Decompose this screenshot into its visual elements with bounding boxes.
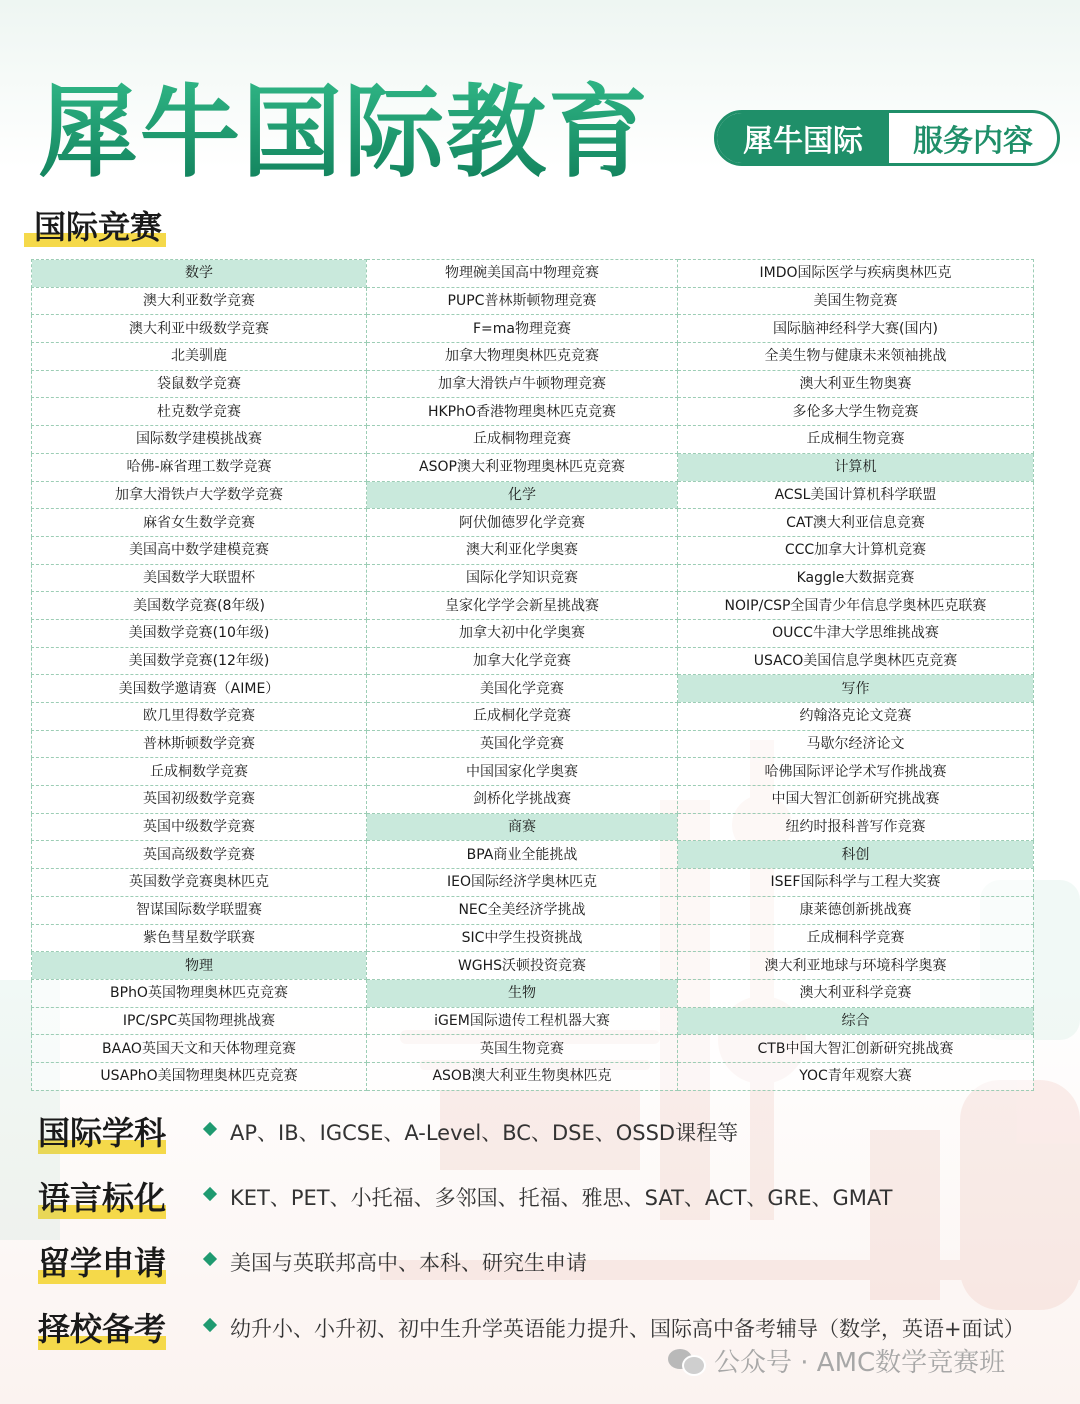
competition-cell: 丘成桐生物竞赛 xyxy=(678,426,1034,454)
competition-cell: IEO国际经济学奥林匹克 xyxy=(367,869,678,897)
competition-cell: ASOB澳大利亚生物奥林匹克 xyxy=(367,1062,678,1090)
competition-cell: ISEF国际科学与工程大奖赛 xyxy=(678,869,1034,897)
competition-cell: 哈佛国际评论学术写作挑战赛 xyxy=(678,758,1034,786)
competition-cell: 美国高中数学建模竞赛 xyxy=(32,536,367,564)
table-row xyxy=(32,287,1034,315)
competition-cell: 丘成桐化学竞赛 xyxy=(367,703,678,731)
competition-table xyxy=(31,259,1034,1091)
table-row xyxy=(32,260,1034,288)
table-row xyxy=(32,370,1034,398)
table-row xyxy=(32,979,1034,1007)
category-header-cell: 化学 xyxy=(367,481,678,509)
table-row xyxy=(32,813,1034,841)
competition-cell: 澳大利亚生物奥赛 xyxy=(678,370,1034,398)
competition-cell: CCC加拿大计算机竞赛 xyxy=(678,536,1034,564)
competition-cell: 加拿大滑铁卢牛顿物理竞赛 xyxy=(367,370,678,398)
pill-left-label: 犀牛国际 xyxy=(717,113,889,163)
table-row xyxy=(32,426,1034,454)
service-row xyxy=(38,1240,1048,1292)
competition-cell: 约翰洛克论文竞赛 xyxy=(678,703,1034,731)
service-row xyxy=(38,1175,1048,1227)
competition-cell: IPC/SPC英国物理挑战赛 xyxy=(32,1007,367,1035)
competition-cell: IMDO国际医学与疾病奥林匹克 xyxy=(678,260,1034,288)
competition-cell: 哈佛-麻省理工数学竞赛 xyxy=(32,453,367,481)
competitions-heading xyxy=(30,205,166,249)
category-header-cell: 写作 xyxy=(678,675,1034,703)
service-row xyxy=(38,1110,1048,1162)
table-row xyxy=(32,315,1034,343)
table-row xyxy=(32,841,1034,869)
service-description: 幼升小、小升初、初中生升学英语能力提升、国际高中备考辅导（数学，英语+面试） xyxy=(230,1317,1025,1341)
service-label xyxy=(38,1110,166,1156)
competition-cell: NOIP/CSP全国青少年信息学奥林匹克联赛 xyxy=(678,592,1034,620)
competition-cell: YOC青年观察大赛 xyxy=(678,1062,1034,1090)
competition-cell: 加拿大化学竞赛 xyxy=(367,647,678,675)
competition-cell: 加拿大物理奥林匹克竞赛 xyxy=(367,343,678,371)
table-row xyxy=(32,343,1034,371)
competition-cell: 美国数学竞赛(10年级) xyxy=(32,619,367,647)
table-row xyxy=(32,703,1034,731)
service-label-text: 语言标化 xyxy=(38,1179,167,1217)
competition-cell: Kaggle大数据竞赛 xyxy=(678,564,1034,592)
competition-cell: 全美生物与健康未来领袖挑战 xyxy=(678,343,1034,371)
competition-cell: 国际数学建模挑战赛 xyxy=(32,426,367,454)
service-label xyxy=(38,1306,166,1352)
service-label xyxy=(38,1240,166,1286)
competition-cell: 剑桥化学挑战赛 xyxy=(367,786,678,814)
competition-cell: 澳大利亚化学奥赛 xyxy=(367,536,678,564)
competition-cell: iGEM国际遗传工程机器大赛 xyxy=(367,1007,678,1035)
table-row xyxy=(32,952,1034,980)
table-row xyxy=(32,564,1034,592)
watermark xyxy=(668,1340,1005,1380)
competitions-heading-text: 国际竞赛 xyxy=(34,208,163,246)
competition-table-body xyxy=(32,260,1034,1091)
competition-cell: 北美驯鹿 xyxy=(32,343,367,371)
service-description: 美国与英联邦高中、本科、研究生申请 xyxy=(230,1251,587,1275)
competition-cell: 中国大智汇创新研究挑战赛 xyxy=(678,786,1034,814)
competition-cell: HKPhO香港物理奥林匹克竞赛 xyxy=(367,398,678,426)
competition-cell: 英国化学竞赛 xyxy=(367,730,678,758)
competition-cell: ASOP澳大利亚物理奥林匹克竞赛 xyxy=(367,453,678,481)
competition-cell: 澳大利亚中级数学竞赛 xyxy=(32,315,367,343)
competition-cell: 美国生物竞赛 xyxy=(678,287,1034,315)
competition-cell: USAPhO美国物理奥林匹克竞赛 xyxy=(32,1062,367,1090)
table-row xyxy=(32,1062,1034,1090)
service-label-text: 国际学科 xyxy=(38,1114,167,1152)
competition-cell: 澳大利亚地球与环境科学奥赛 xyxy=(678,952,1034,980)
competition-cell: 美国数学竞赛(8年级) xyxy=(32,592,367,620)
watermark-text: 公众号 · AMC数学竞赛班 xyxy=(714,1347,1006,1378)
competition-cell: 中国国家化学奥赛 xyxy=(367,758,678,786)
category-header-cell: 计算机 xyxy=(678,453,1034,481)
competition-cell: BPhO英国物理奥林匹克竞赛 xyxy=(32,979,367,1007)
table-row xyxy=(32,786,1034,814)
competition-cell: CAT澳大利亚信息竞赛 xyxy=(678,509,1034,537)
wechat-icon xyxy=(668,1345,704,1375)
pill-right-label: 服务内容 xyxy=(913,124,1033,159)
diamond-bullet-icon xyxy=(203,1318,217,1332)
competition-cell: 英国中级数学竞赛 xyxy=(32,813,367,841)
table-row xyxy=(32,453,1034,481)
competition-cell: 英国高级数学竞赛 xyxy=(32,841,367,869)
competition-cell: 智谋国际数学联盟赛 xyxy=(32,896,367,924)
service-pill xyxy=(714,110,1060,166)
category-header-cell: 数学 xyxy=(32,260,367,288)
competition-cell: BPA商业全能挑战 xyxy=(367,841,678,869)
competition-cell: 袋鼠数学竞赛 xyxy=(32,370,367,398)
category-header-cell: 生物 xyxy=(367,979,678,1007)
competition-cell: 美国数学竞赛(12年级) xyxy=(32,647,367,675)
table-row xyxy=(32,924,1034,952)
category-header-cell: 综合 xyxy=(678,1007,1034,1035)
service-description: AP、IB、IGCSE、A-Level、BC、DSE、OSSD课程等 xyxy=(230,1121,739,1145)
competition-cell: 丘成桐数学竞赛 xyxy=(32,758,367,786)
competition-cell: 美国数学邀请赛（AIME） xyxy=(32,675,367,703)
diamond-bullet-icon xyxy=(203,1122,217,1136)
service-description: KET、PET、小托福、多邻国、托福、雅思、SAT、ACT、GRE、GMAT xyxy=(230,1186,893,1210)
table-row xyxy=(32,509,1034,537)
competition-cell: 多伦多大学生物竞赛 xyxy=(678,398,1034,426)
competition-cell: 欧几里得数学竞赛 xyxy=(32,703,367,731)
competition-cell: 纽约时报科普写作竞赛 xyxy=(678,813,1034,841)
competition-cell: 普林斯顿数学竞赛 xyxy=(32,730,367,758)
competition-cell: PUPC普林斯顿物理竞赛 xyxy=(367,287,678,315)
table-row xyxy=(32,1035,1034,1063)
category-header-cell: 物理 xyxy=(32,952,367,980)
category-header-cell: 商赛 xyxy=(367,813,678,841)
competition-cell: F=ma物理竞赛 xyxy=(367,315,678,343)
table-row xyxy=(32,481,1034,509)
competition-cell: NEC全美经济学挑战 xyxy=(367,896,678,924)
service-label xyxy=(38,1175,166,1221)
table-row xyxy=(32,619,1034,647)
competition-cell: 马歇尔经济论文 xyxy=(678,730,1034,758)
competition-cell: 英国初级数学竞赛 xyxy=(32,786,367,814)
competition-cell: 杜克数学竞赛 xyxy=(32,398,367,426)
competition-cell: 麻省女生数学竞赛 xyxy=(32,509,367,537)
competition-cell: WGHS沃顿投资竞赛 xyxy=(367,952,678,980)
diamond-bullet-icon xyxy=(203,1252,217,1266)
competition-cell: 紫色彗星数学联赛 xyxy=(32,924,367,952)
competition-cell: 物理碗美国高中物理竞赛 xyxy=(367,260,678,288)
competition-cell: 澳大利亚科学竞赛 xyxy=(678,979,1034,1007)
table-row xyxy=(32,730,1034,758)
competition-cell: USACO美国信息学奥林匹克竞赛 xyxy=(678,647,1034,675)
competition-cell: 阿伏伽德罗化学竞赛 xyxy=(367,509,678,537)
table-row xyxy=(32,869,1034,897)
table-row xyxy=(32,592,1034,620)
competition-cell: 丘成桐科学竞赛 xyxy=(678,924,1034,952)
table-row xyxy=(32,647,1034,675)
competition-cell: 国际脑神经科学大赛(国内) xyxy=(678,315,1034,343)
competition-cell: 皇家化学学会新星挑战赛 xyxy=(367,592,678,620)
competition-cell: SIC中学生投资挑战 xyxy=(367,924,678,952)
table-row xyxy=(32,536,1034,564)
service-label-text: 择校备考 xyxy=(38,1310,167,1348)
competition-cell: BAAO英国天文和天体物理竞赛 xyxy=(32,1035,367,1063)
table-row xyxy=(32,1007,1034,1035)
brand-title: 犀牛国际教育 xyxy=(38,74,650,191)
competition-cell: 加拿大滑铁卢大学数学竞赛 xyxy=(32,481,367,509)
competition-cell: 美国数学大联盟杯 xyxy=(32,564,367,592)
competition-cell: CTB中国大智汇创新研究挑战赛 xyxy=(678,1035,1034,1063)
competition-cell: 国际化学知识竞赛 xyxy=(367,564,678,592)
category-header-cell: 科创 xyxy=(678,841,1034,869)
table-row xyxy=(32,896,1034,924)
diamond-bullet-icon xyxy=(203,1187,217,1201)
competition-cell: 丘成桐物理竞赛 xyxy=(367,426,678,454)
competition-cell: 康莱德创新挑战赛 xyxy=(678,896,1034,924)
competition-cell: 美国化学竞赛 xyxy=(367,675,678,703)
competition-cell: 澳大利亚数学竞赛 xyxy=(32,287,367,315)
service-label-text: 留学申请 xyxy=(38,1244,167,1282)
table-row xyxy=(32,758,1034,786)
competition-cell: 加拿大初中化学奥赛 xyxy=(367,619,678,647)
competition-cell: OUCC牛津大学思维挑战赛 xyxy=(678,619,1034,647)
competition-cell: 英国生物竞赛 xyxy=(367,1035,678,1063)
competition-cell: 英国数学竞赛奥林匹克 xyxy=(32,869,367,897)
competition-cell: ACSL美国计算机科学联盟 xyxy=(678,481,1034,509)
table-row xyxy=(32,675,1034,703)
table-row xyxy=(32,398,1034,426)
